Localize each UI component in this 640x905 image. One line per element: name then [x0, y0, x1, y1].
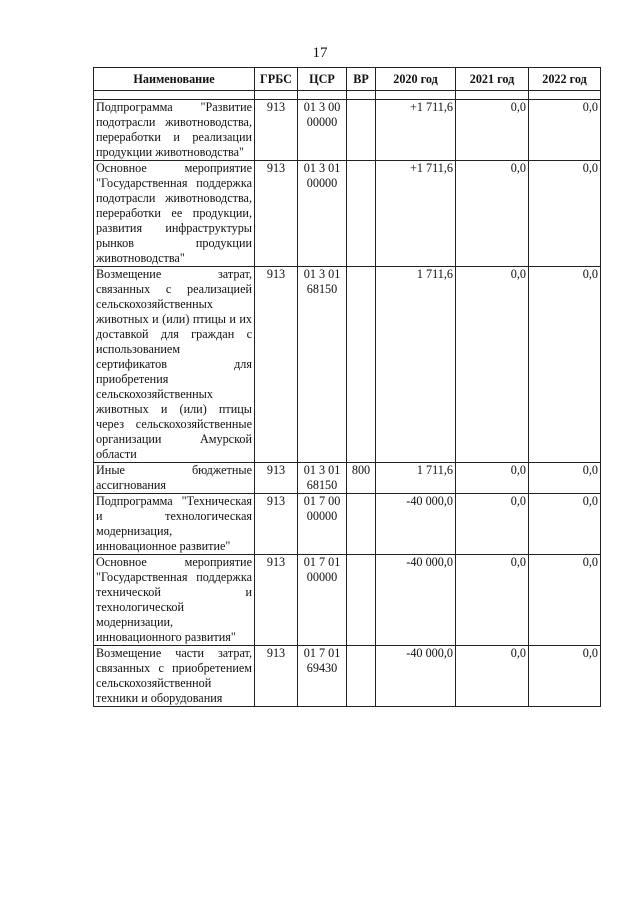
row-name: Подпрограмма "Развитие подотрасли животноводства, переработки и реализации продукции животноводства"	[94, 100, 255, 161]
row-vr	[347, 646, 376, 707]
row-2021: 0,0	[456, 555, 529, 646]
row-2022: 0,0	[529, 100, 601, 161]
row-2020: -40 000,0	[376, 555, 456, 646]
row-name: Возмещение части затрат, связанных с приобретением сельскохозяйственной техники и оборудования	[94, 646, 255, 707]
row-2022: 0,0	[529, 646, 601, 707]
row-2021: 0,0	[456, 463, 529, 494]
row-2020: 1 711,6	[376, 463, 456, 494]
row-2021: 0,0	[456, 646, 529, 707]
row-2022: 0,0	[529, 555, 601, 646]
row-2022: 0,0	[529, 267, 601, 463]
row-name: Основное мероприятие "Государственная поддержка технической и технологической модернизации, инновационного развития"	[94, 555, 255, 646]
row-2021: 0,0	[456, 267, 529, 463]
table-row	[94, 494, 601, 555]
row-vr	[347, 267, 376, 463]
row-vr	[347, 555, 376, 646]
table-row	[94, 463, 601, 494]
row-grbs: 913	[255, 463, 298, 494]
table-row	[94, 555, 601, 646]
row-2020: -40 000,0	[376, 494, 456, 555]
header-grbs: ГРБС	[255, 68, 298, 91]
row-2022: 0,0	[529, 463, 601, 494]
row-vr	[347, 100, 376, 161]
row-csr: 01 7 00 00000	[298, 494, 347, 555]
header-vr: ВР	[347, 68, 376, 91]
row-vr	[347, 161, 376, 267]
row-grbs: 913	[255, 555, 298, 646]
row-2022: 0,0	[529, 494, 601, 555]
budget-table	[93, 67, 601, 707]
row-csr: 01 3 01 68150	[298, 463, 347, 494]
table-row	[94, 161, 601, 267]
header-2021: 2021 год	[456, 68, 529, 91]
row-2020: +1 711,6	[376, 100, 456, 161]
row-vr: 800	[347, 463, 376, 494]
row-vr	[347, 494, 376, 555]
header-2022: 2022 год	[529, 68, 601, 91]
row-2020: -40 000,0	[376, 646, 456, 707]
row-csr: 01 7 01 69430	[298, 646, 347, 707]
row-name: Основное мероприятие "Государственная поддержка подотрасли животноводства, переработки ее продукции, развития инфраструктуры рынков продукции животноводства"	[94, 161, 255, 267]
row-grbs: 913	[255, 267, 298, 463]
row-csr: 01 3 01 00000	[298, 161, 347, 267]
header-2020: 2020 год	[376, 68, 456, 91]
header-name: Наименование	[94, 68, 255, 91]
row-grbs: 913	[255, 646, 298, 707]
spacer-row	[94, 91, 601, 100]
row-csr: 01 3 00 00000	[298, 100, 347, 161]
row-csr: 01 3 01 68150	[298, 267, 347, 463]
row-2020: 1 711,6	[376, 267, 456, 463]
table-row	[94, 646, 601, 707]
row-grbs: 913	[255, 161, 298, 267]
row-2021: 0,0	[456, 100, 529, 161]
header-csr: ЦСР	[298, 68, 347, 91]
row-name: Иные бюджетные ассигнования	[94, 463, 255, 494]
table-row	[94, 100, 601, 161]
row-2021: 0,0	[456, 161, 529, 267]
row-2020: +1 711,6	[376, 161, 456, 267]
row-2021: 0,0	[456, 494, 529, 555]
row-csr: 01 7 01 00000	[298, 555, 347, 646]
row-2022: 0,0	[529, 161, 601, 267]
table-header-row	[94, 68, 601, 91]
table-row	[94, 267, 601, 463]
row-name: Подпрограмма "Техническая и технологическая модернизация, инновационное развитие"	[94, 494, 255, 555]
row-name: Возмещение затрат, связанных с реализацией сельскохозяйственных животных и (или) птицы и их доставкой для граждан с использованием сертификатов для приобретения сельскохозяйственных животных и (или) птицы через сельскохозяйственные организации Амурской области	[94, 267, 255, 463]
row-grbs: 913	[255, 494, 298, 555]
page-number: 17	[312, 45, 328, 61]
row-grbs: 913	[255, 100, 298, 161]
